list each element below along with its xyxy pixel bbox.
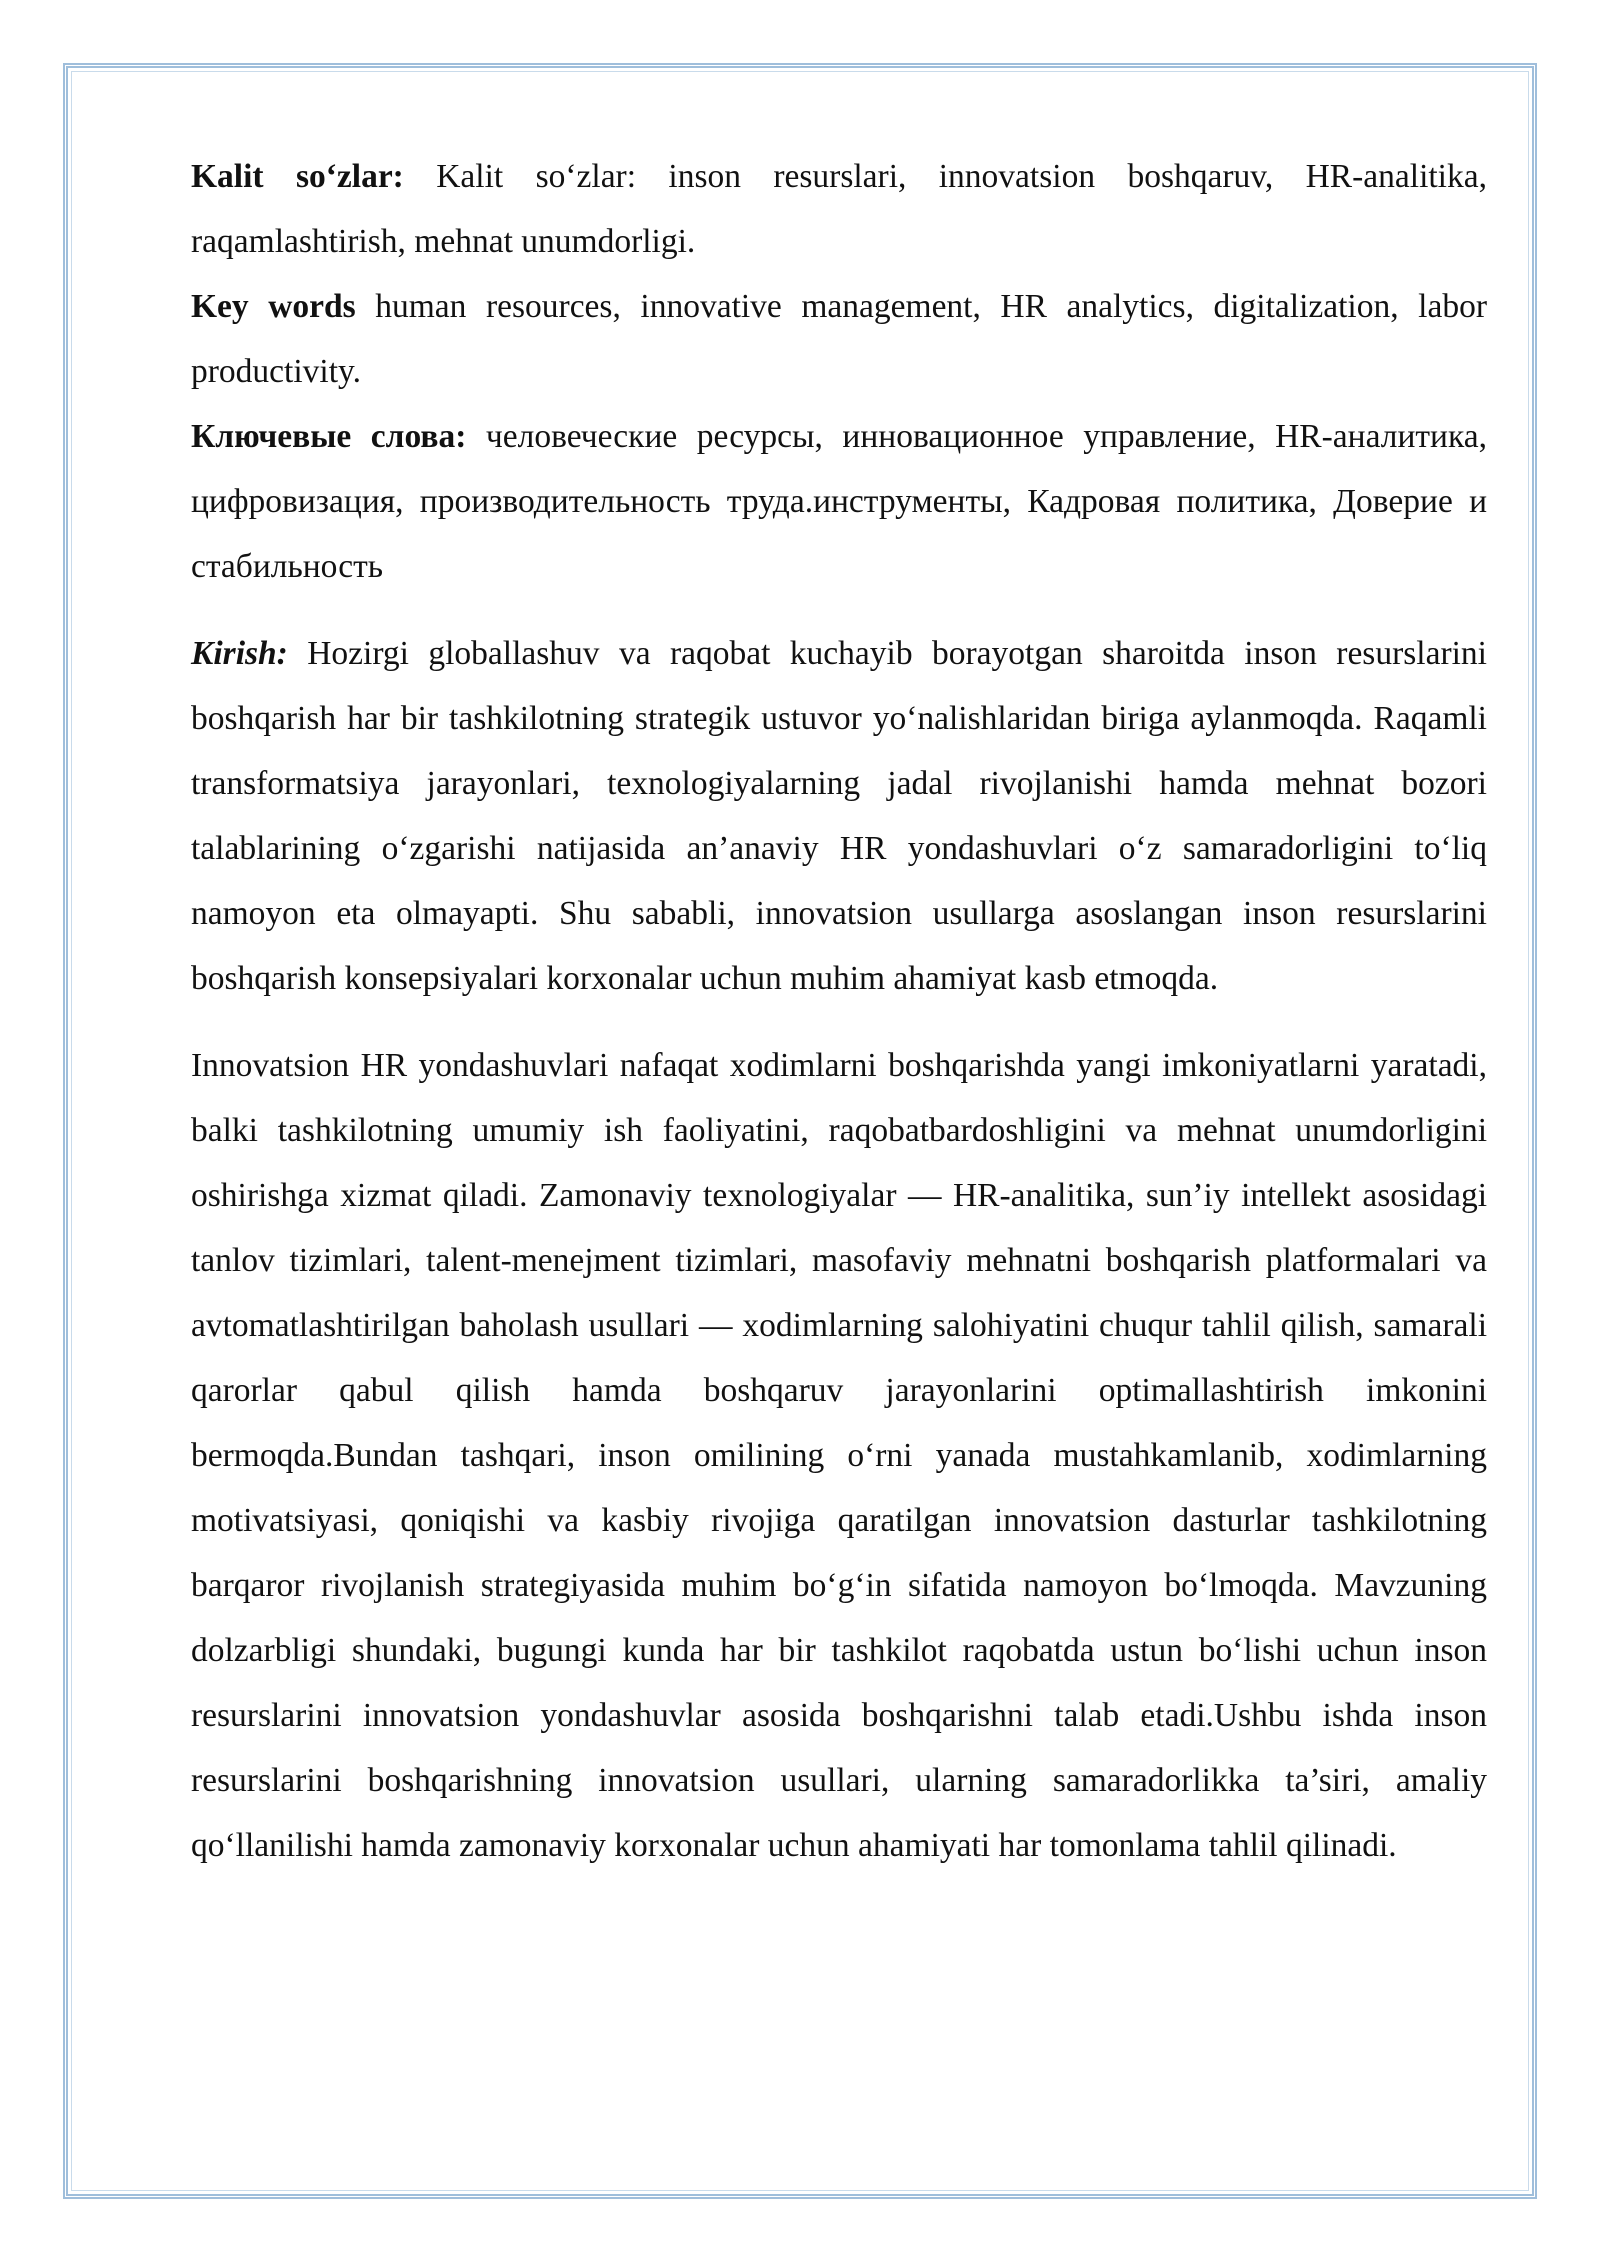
keywords-ru-label: Ключевые слова: [191,418,467,455]
keywords-ru-text: человеческие ресурсы, инновационное управление, HR-аналитика, цифровизация, производительность труда.инструменты, Кадровая политика, Доверие и стабильность [191,418,1487,585]
keywords-uz [191,144,1487,274]
body-paragraph: Innovatsion HR yondashuvlari nafaqat xodimlarni boshqarishda yangi imkoniyatlarni yaratadi, balki tashkilotning umumiy ish faoliyatini, raqobatbardoshligini va mehnat unumdorligini oshirishga xizmat qiladi. Zamonaviy texnologiyalar — HR-analitika, sun’iy intellekt asosidagi tanlov tizimlari, talent-menejment tizimlari, masofaviy mehnatni boshqarish platformalari va avtomatlashtirilgan baholash usullari — xodimlarning salohiyatini chuqur tahlil qilish, samarali qarorlar qabul qilish hamda boshqaruv jarayonlarini optimallashtirish imkonini bermoqda.Bundan tashqari, inson omilining o‘rni yanada mustahkamlanib, xodimlarning motivatsiyasi, qoniqishi va kasbiy rivojiga qaratilgan innovatsion dasturlar tashkilotning barqaror rivojlanish strategiyasida muhim bo‘g‘in sifatida namoyon bo‘lmoqda. Mavzuning dolzarbligi shundaki, bugungi kunda har bir tashkilot raqobatda ustun bo‘lishi uchun inson resurslarini innovatsion yondashuvlar asosida boshqarishni talab etadi.Ushbu ishda inson resurslarini boshqarishning innovatsion usullari, ularning samaradorlikka ta’siri, amaliy qo‘llanilishi hamda zamonaviy korxonalar uchun ahamiyati har tomonlama tahlil qilinadi. [191,1047,1487,1864]
keywords-ru [191,404,1487,599]
keywords-uz-text: Kalit so‘zlar: inson resurslari, innovatsion boshqaruv, HR-analitika, raqamlashtirish, mehnat unumdorligi. [191,158,1487,260]
intro-text: Hozirgi globallashuv va raqobat kuchayib borayotgan sharoitda inson resurslarini boshqarish har bir tashkilotning strategik ustuvor yo‘nalishlaridan biriga aylanmoqda. Raqamli transformatsiya jarayonlari, texnologiyalarning jadal rivojlanishi hamda mehnat bozori talablarining o‘zgarishi natijasida an’anaviy HR yondashuvlari o‘z samaradorligini to‘liq namoyon eta olmayapti. Shu sababli, innovatsion usullarga asoslangan inson resurslarini boshqarish konsepsiyalari korxonalar uchun muhim ahamiyat kasb etmoqda. [191,635,1487,997]
keywords-en-label: Key words [191,288,356,325]
intro-label: Kirish: [191,635,288,672]
keywords-en [191,274,1487,404]
intro-paragraph [191,621,1487,1011]
article-body [191,144,1487,1878]
keywords-uz-label: Kalit so‘zlar: [191,158,404,195]
keywords-en-text: human resources, innovative management, HR analytics, digitalization, labor productivity. [191,288,1487,390]
